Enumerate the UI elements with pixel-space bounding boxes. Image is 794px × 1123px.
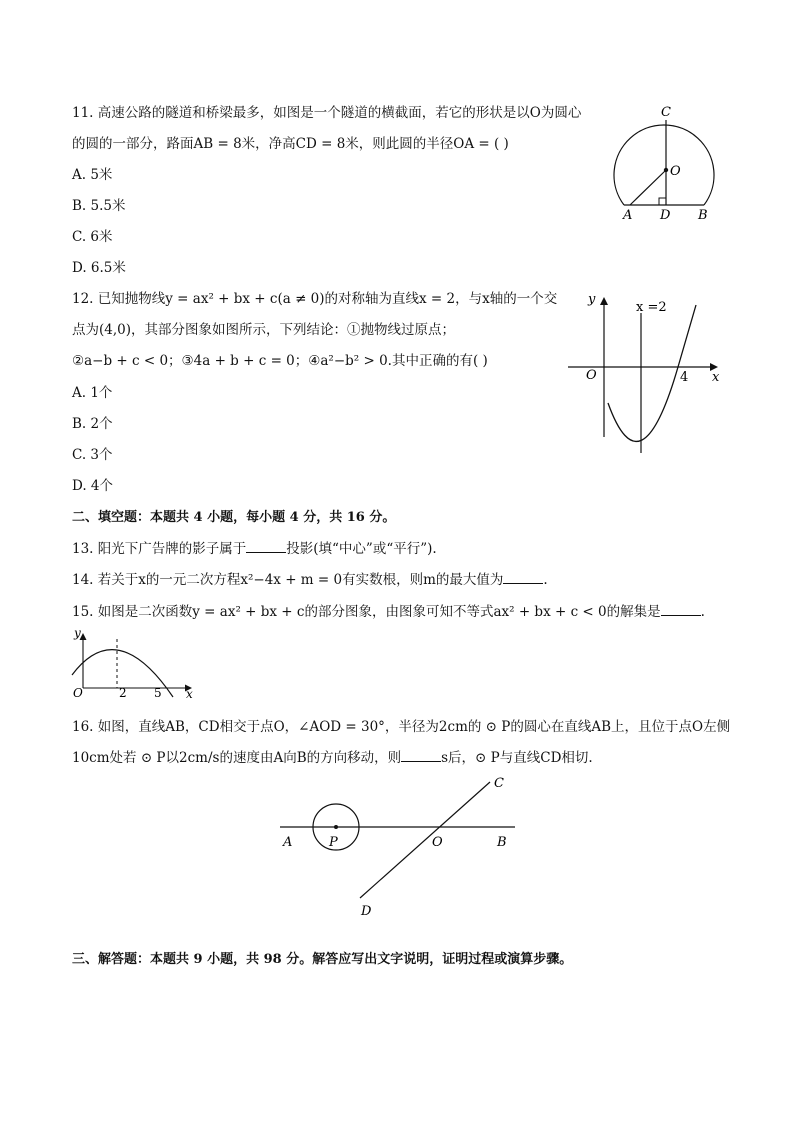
section-3-heading: 三、解答题：本题共 9 小题，共 98 分。解答应写出文字说明，证明过程或演算步骤。 [72, 952, 573, 967]
q16-figure [275, 770, 525, 920]
label-y: y [74, 626, 81, 640]
q16-line1: 16. 如图，直线AB，CD相交于点O，∠AOD = 30°，半径为2cm的 ⊙ P的圆心在直线AB上，且位于点O左侧 [72, 719, 731, 735]
q12-line3: ②a−b + c < 0；③4a + b + c = 0；④a²−b² > 0.其中正确的有( ) [72, 353, 488, 369]
q13 [72, 540, 437, 558]
q15-parabola-figure [68, 625, 203, 700]
q14-blank[interactable] [503, 571, 543, 584]
q14-text-after: . [543, 572, 548, 588]
q11-tunnel-figure [600, 100, 740, 230]
tunnel-arc [614, 125, 714, 205]
q16-text-after: s后，⊙ P与直线CD相切. [441, 750, 593, 766]
q15 [72, 603, 705, 621]
q12-option-c: C. 3个 [72, 447, 113, 463]
label-4: 4 [680, 370, 689, 385]
label-b: B [497, 835, 507, 850]
label-d: D [361, 904, 372, 919]
q12-line2: 点为(4,0)，其部分图象如图所示，下列结论：①抛物线过原点； [72, 322, 456, 338]
q12-option-b: B. 2个 [72, 416, 113, 432]
q11-option-c: C. 6米 [72, 229, 113, 245]
label-a: A [623, 208, 633, 223]
y-axis-arrow [600, 297, 608, 305]
line-cd [360, 782, 490, 898]
label-x: x [712, 370, 720, 385]
q11-option-b: B. 5.5米 [72, 198, 126, 214]
label-d: D [660, 208, 671, 223]
label-a: A [283, 835, 293, 850]
q12-parabola-figure [560, 285, 730, 460]
q13-text-after: 投影(填“中心”或“平行”). [286, 541, 437, 557]
q13-text-before: 13. 阳光下广告牌的影子属于 [72, 541, 247, 557]
center-p [334, 825, 338, 829]
q16-text-before: 10cm处若 ⊙ P以2cm/s的速度由A向B的方向移动，则 [72, 750, 402, 766]
q12-option-a: A. 1个 [72, 385, 113, 401]
q12-line1: 12. 已知抛物线y = ax² + bx + c(a ≠ 0)的对称轴为直线x = 2，与x轴的一个交 [72, 291, 558, 307]
q11-option-a: A. 5米 [72, 167, 113, 183]
label-5: 5 [154, 686, 162, 700]
q16-line2 [72, 749, 593, 767]
label-2: 2 [119, 686, 127, 700]
label-o: O [670, 164, 681, 179]
label-o: O [73, 686, 83, 700]
q15-text-before: 15. 如图是二次函数y = ax² + bx + c的部分图象，由图象可知不等式ax² + bx + c < 0的解集是 [72, 604, 661, 620]
label-c: C [494, 776, 504, 791]
q12-option-d: D. 4个 [72, 478, 114, 494]
label-b: B [698, 208, 708, 223]
q11-line1: 11. 高速公路的隧道和桥梁最多，如图是一个隧道的横截面，若它的形状是以O为圆心 [72, 105, 582, 121]
q16-blank[interactable] [401, 749, 441, 762]
q14 [72, 571, 548, 589]
section-2-heading: 二、填空题：本题共 4 小题，每小题 4 分，共 16 分。 [72, 510, 396, 525]
label-c: C [661, 105, 671, 120]
label-axis: x =2 [636, 300, 667, 315]
q15-text-after: . [700, 604, 705, 620]
label-o: O [586, 368, 597, 383]
right-angle-mark [659, 198, 666, 205]
label-o: O [432, 835, 443, 850]
q15-blank[interactable] [661, 603, 701, 616]
label-x: x [186, 687, 193, 701]
q13-blank[interactable] [246, 540, 286, 553]
label-p: P [329, 835, 338, 850]
label-y: y [588, 292, 596, 307]
q11-line2: 的圆的一部分，路面AB = 8米，净高CD = 8米，则此圆的半径OA = ( ) [72, 136, 509, 152]
q11-option-d: D. 6.5米 [72, 260, 126, 276]
q14-text-before: 14. 若关于x的一元二次方程x²−4x + m = 0有实数根，则m的最大值为 [72, 572, 504, 588]
center-o [664, 168, 668, 172]
radius-oa [630, 170, 666, 205]
